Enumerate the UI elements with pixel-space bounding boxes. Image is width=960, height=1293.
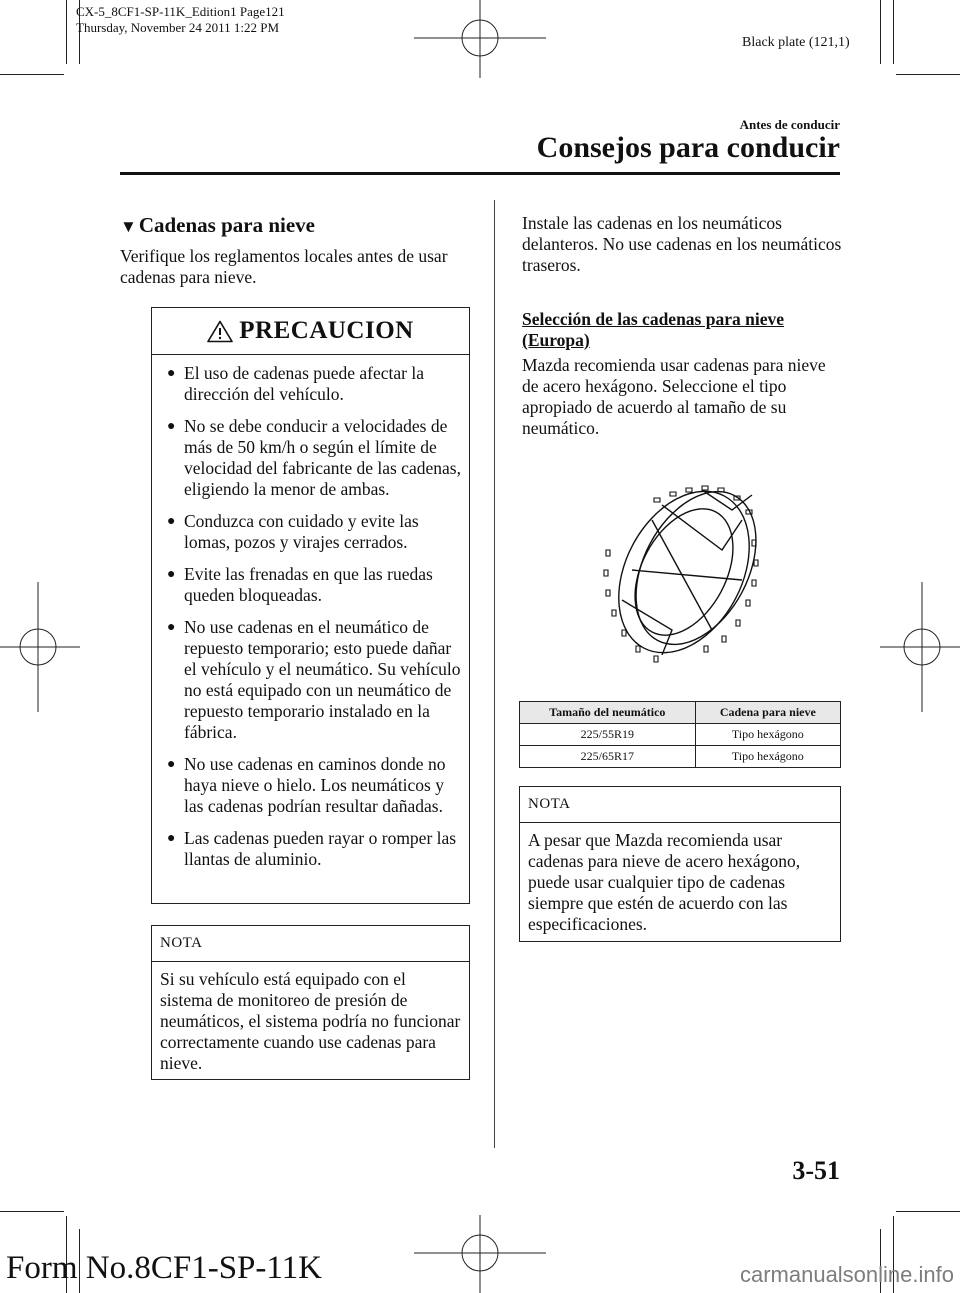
registration-mark-bottom bbox=[414, 1215, 546, 1293]
warning-item bbox=[152, 416, 469, 500]
note-title: NOTA bbox=[152, 926, 469, 962]
crop-mark bbox=[880, 0, 881, 64]
warning-item bbox=[152, 363, 469, 405]
note-text: A pesar que Mazda recomienda usar cadenas para nieve de acero hexágono, puede usar cualquier tipo de cadenas siempre que estén de acuerdo con las especificaciones. bbox=[528, 830, 801, 934]
column-divider bbox=[494, 200, 495, 1148]
note-box-left bbox=[151, 925, 470, 1080]
crop-mark bbox=[66, 0, 67, 64]
warning-item bbox=[152, 754, 469, 817]
table-row bbox=[520, 746, 841, 768]
crop-mark bbox=[0, 1211, 64, 1212]
subheading-selection: Selección de las cadenas para nieve (Europa) bbox=[522, 309, 784, 350]
warning-item bbox=[152, 511, 469, 553]
table-cell: 225/55R19 bbox=[520, 724, 696, 746]
header-rule bbox=[120, 172, 840, 175]
note-title: NOTA bbox=[520, 787, 840, 823]
warning-item-text: El uso de cadenas puede afectar la dirección del vehículo. bbox=[184, 363, 425, 404]
plate-label: Black plate (121,1) bbox=[742, 35, 850, 50]
warning-item-text: No use cadenas en el neumático de repuesto temporario; esto puede dañar el vehículo y el neumático. Su vehículo no está equipado con un neumático de repuesto temporario instalado en la fábrica. bbox=[184, 617, 461, 742]
form-number: Form No.8CF1-SP-11K bbox=[6, 1250, 322, 1286]
table-header-row bbox=[520, 702, 841, 724]
install-paragraph: Instale las cadenas en los neumáticos delanteros. No use cadenas en los neumáticos traseros. bbox=[522, 213, 842, 275]
bullet-icon: ● bbox=[167, 419, 176, 434]
bullet-icon: ● bbox=[167, 620, 176, 635]
warning-item-text: Evite las frenadas en que las ruedas queden bloqueadas. bbox=[184, 564, 433, 605]
table-header-cell: Cadena para nieve bbox=[695, 702, 840, 724]
recommendation-paragraph: Mazda recomienda usar cadenas para nieve de acero hexágono. Seleccione el tipo apropiado de acuerdo al tamaño de su neumático. bbox=[522, 355, 826, 438]
registration-mark-left bbox=[0, 582, 80, 712]
table-cell: Tipo hexágono bbox=[695, 746, 840, 768]
section-heading-text: Cadenas para nieve bbox=[138, 213, 316, 237]
triangle-marker-icon: ▼ bbox=[120, 217, 137, 236]
warning-box bbox=[151, 307, 470, 904]
chain-size-table bbox=[519, 701, 841, 768]
print-info bbox=[76, 4, 285, 36]
crop-mark bbox=[896, 1211, 960, 1212]
crop-mark bbox=[896, 74, 960, 75]
section-heading bbox=[120, 213, 315, 238]
print-info-line1: CX-5_8CF1-SP-11K_Edition1 Page121 bbox=[76, 4, 285, 19]
note-box-right bbox=[519, 786, 841, 942]
watermark: carmanualsonline.info bbox=[739, 1262, 954, 1287]
crop-mark bbox=[0, 74, 64, 75]
table-row bbox=[520, 724, 841, 746]
warning-item bbox=[152, 617, 469, 743]
bullet-icon: ● bbox=[167, 514, 176, 529]
warning-triangle-icon bbox=[207, 320, 233, 343]
section-subtitle: Antes de conducir bbox=[739, 117, 840, 132]
table-cell: Tipo hexágono bbox=[695, 724, 840, 746]
registration-mark-top bbox=[414, 0, 546, 78]
table-cell: 225/65R17 bbox=[520, 746, 696, 768]
bullet-icon: ● bbox=[167, 757, 176, 772]
warning-item bbox=[152, 564, 469, 606]
page-number: 3-51 bbox=[792, 1156, 840, 1185]
bullet-icon: ● bbox=[167, 567, 176, 582]
bullet-icon: ● bbox=[167, 366, 176, 381]
registration-mark-right bbox=[880, 582, 960, 712]
warning-list bbox=[152, 355, 469, 870]
warning-title: PRECAUCION bbox=[239, 317, 414, 344]
warning-item bbox=[152, 828, 469, 870]
crop-mark bbox=[893, 0, 894, 64]
warning-item-text: No se debe conducir a velocidades de más de 50 km/h o según el límite de velocidad del fabricante de las cadenas, eligiendo la menor de ambas. bbox=[184, 416, 461, 499]
intro-paragraph: Verifique los reglamentos locales antes de usar cadenas para nieve. bbox=[120, 246, 448, 287]
table-header-cell: Tamaño del neumático bbox=[520, 702, 696, 724]
warning-header bbox=[152, 308, 469, 355]
note-text: Si su vehículo está equipado con el sistema de monitoreo de presión de neumáticos, el sistema podría no funcionar correctamente cuando use cadenas para nieve. bbox=[160, 969, 461, 1073]
section-title: Consejos para conducir bbox=[536, 131, 840, 164]
print-info-line2: Thursday, November 24 2011 1:22 PM bbox=[76, 20, 280, 35]
warning-item-text: Las cadenas pueden rayar o romper las llantas de aluminio. bbox=[184, 828, 457, 869]
snow-chain-illustration bbox=[592, 480, 772, 670]
warning-item-text: No use cadenas en caminos donde no haya nieve o hielo. Los neumáticos y las cadenas podrían resultar dañadas. bbox=[184, 754, 446, 816]
warning-item-text: Conduzca con cuidado y evite las lomas, pozos y virajes cerrados. bbox=[184, 511, 419, 552]
bullet-icon: ● bbox=[167, 831, 176, 846]
